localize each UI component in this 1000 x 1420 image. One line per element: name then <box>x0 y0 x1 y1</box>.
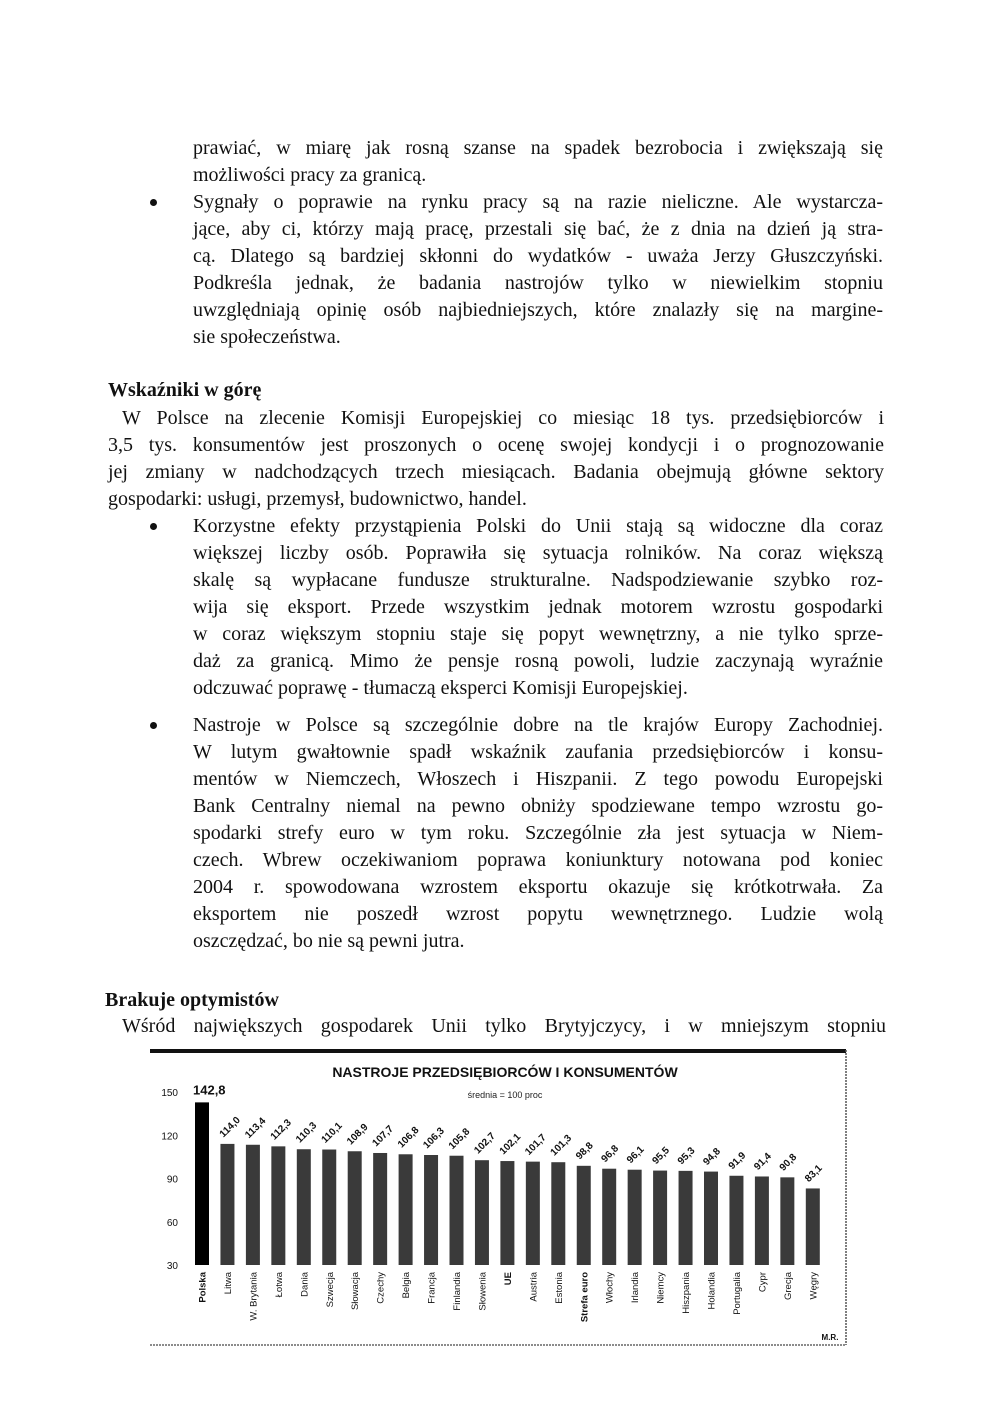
value-label: 83,1 <box>803 1163 825 1185</box>
category-label: Łotwa <box>273 1272 285 1298</box>
value-label: 114,0 <box>217 1114 243 1141</box>
y-tick-label: 30 <box>166 1261 178 1272</box>
bar-19 <box>679 1171 693 1265</box>
bar-16 <box>602 1169 616 1265</box>
category-label: W. Brytania <box>248 1272 260 1321</box>
bar-1 <box>220 1144 234 1265</box>
category-label: Strefa euro <box>579 1272 591 1323</box>
text-line: Wśród największych gospodarek Unii tylko Brytyjczycy, i w mniejszym stopniu <box>122 1015 886 1037</box>
category-label: Słowacja <box>350 1272 362 1311</box>
text-line: daż za granicą. Mimo że pensje rosną powoli, ludzie zaczynają wyraźnie <box>193 650 883 672</box>
category-label: Grecja <box>782 1272 794 1300</box>
category-label: Litwa <box>222 1272 234 1295</box>
text-line: spodarki strefy euro w tym roku. Szczególnie zła jest sytuacja w Niem- <box>193 822 883 844</box>
text-line: gospodarki: usługi, przemysł, budownictwo, handel. <box>108 488 527 510</box>
bar-9 <box>424 1155 438 1265</box>
text-line: wija się eksport. Przede wszystkim jednak motorem wzrostu gospodarki <box>193 596 883 618</box>
category-label: Dania <box>299 1272 311 1297</box>
category-label: Finlandia <box>452 1272 463 1311</box>
bar-4 <box>297 1149 311 1265</box>
value-label: 101,3 <box>548 1132 575 1159</box>
text-line: 2004 r. spowodowana wzrostem eksportu okazuje się krótkotrwała. Za <box>193 876 883 898</box>
bar-13 <box>526 1162 540 1265</box>
category-label: Szwecja <box>324 1272 336 1308</box>
value-label: 107,7 <box>370 1123 396 1150</box>
chart-credit: M.R. <box>821 1333 839 1342</box>
bar-0 <box>195 1102 209 1265</box>
text-line: oszczędzać, bo nie są pewni jutra. <box>193 930 465 952</box>
text-line: w coraz większym stopniu staje się popyt wewnętrzny, a nie tylko sprze- <box>193 623 883 645</box>
bar-20 <box>704 1172 718 1265</box>
bar-2 <box>246 1145 260 1265</box>
text-line: odczuwać poprawę - tłumaczą eksperci Komisji Europejskiej. <box>193 677 688 699</box>
category-label: Francja <box>426 1272 438 1304</box>
value-label: 102,1 <box>497 1131 524 1158</box>
bar-14 <box>551 1162 565 1265</box>
text-line: uwzględniają opinię osób najbiedniejszych, które znalazły się na margine- <box>193 299 883 321</box>
value-label: 98,8 <box>574 1140 596 1162</box>
value-label: 110,3 <box>294 1120 320 1146</box>
chart-top-rule <box>150 1049 846 1053</box>
category-labels <box>198 1271 820 1322</box>
category-label: Polska <box>197 1272 209 1303</box>
value-label: 102,7 <box>472 1130 498 1157</box>
category-label: Estonia <box>553 1272 565 1304</box>
text-line: W lutym gwałtownie spadł wskaźnik zaufania przedsiębiorców i konsu- <box>193 741 883 763</box>
bar-22 <box>755 1176 769 1265</box>
bar-3 <box>271 1146 285 1265</box>
y-tick-label: 150 <box>161 1088 178 1099</box>
bar-6 <box>348 1151 362 1265</box>
value-label: 95,3 <box>675 1145 698 1167</box>
category-label: Irlandia <box>630 1272 642 1304</box>
bar-10 <box>450 1156 464 1265</box>
value-label: 90,8 <box>777 1151 800 1174</box>
category-label: Cypr <box>757 1272 769 1293</box>
category-label: UE <box>502 1272 514 1286</box>
section-heading: Wskaźniki w górę <box>108 379 262 401</box>
category-label: Włochy <box>604 1272 616 1304</box>
text-line: skalę są wypłacane fundusze strukturalne. Nadspodziewanie szybko roz- <box>193 569 883 591</box>
text-line: czech. Wbrew oczekiwaniom poprawa koniunktury notowana pod koniec <box>193 849 883 871</box>
text-line: 3,5 tys. konsumentów jest proszonych o ocenę swojej kondycji i o prognozowanie <box>108 434 884 456</box>
category-label: Węgry <box>808 1272 820 1300</box>
bar-17 <box>628 1170 642 1265</box>
value-label: 142,8 <box>193 1082 226 1098</box>
chart-title: NASTROJE PRZEDSIĘBIORCÓW I KONSUMENTÓW <box>332 1064 678 1080</box>
text-line: eksportem nie poszedł wzrost popytu wewnętrznego. Ludzie wolą <box>193 903 883 925</box>
bar-24 <box>806 1188 820 1265</box>
text-line: jej zmiany w nadchodzących trzech miesiącach. Badania obejmują główne sektory <box>108 461 884 483</box>
value-label: 106,8 <box>395 1124 422 1151</box>
text-line: Nastroje w Polsce są szczególnie dobre na tle krajów Europy Zachodniej. <box>193 714 883 736</box>
y-axis <box>161 1088 178 1272</box>
text-line: Sygnały o poprawie na rynku pracy są na razie nieliczne. Ale wystarcza- <box>193 191 883 213</box>
text-line: prawiać, w miarę jak rosną szanse na spadek bezrobocia i zwiększają się <box>193 137 883 159</box>
value-label: 110,1 <box>319 1120 345 1146</box>
value-label: 95,5 <box>650 1145 672 1167</box>
bar-11 <box>475 1160 489 1265</box>
value-label: 101,7 <box>523 1132 549 1158</box>
category-label: Austria <box>528 1272 540 1302</box>
text-line: Korzystne efekty przystąpienia Polski do Unii stają są widoczne dla coraz <box>193 515 883 537</box>
bar-5 <box>322 1150 336 1265</box>
category-label: Niemcy <box>655 1272 667 1304</box>
text-line: większej liczby osób. Poprawiła się sytuacja rolników. Na coraz większą <box>193 542 883 564</box>
text-line: Bank Centralny niemal na pewno obniży spodziewane tempo wzrostu go- <box>193 795 883 817</box>
category-label: Holandia <box>706 1272 718 1310</box>
text-line: W Polsce na zlecenie Komisji Europejskiej co miesiąc 18 tys. przedsiębiorców i <box>122 407 884 429</box>
text-line: możliwości pracy za granicą. <box>193 164 427 186</box>
text-line: Podkreśla jednak, że badania nastrojów tylko w niewielkim stopniu <box>193 272 883 294</box>
category-label: Hiszpania <box>681 1272 693 1314</box>
text-line: sie społeczeństwa. <box>193 326 341 348</box>
y-tick-label: 90 <box>166 1174 178 1186</box>
bar-21 <box>729 1176 743 1265</box>
value-label: 113,4 <box>243 1115 269 1141</box>
value-label: 96,8 <box>599 1143 622 1165</box>
value-label: 91,4 <box>752 1151 774 1173</box>
section-heading: Brakuje optymistów <box>105 989 279 1011</box>
category-label: Belgia <box>401 1272 413 1299</box>
chart-subtitle: średnia = 100 proc <box>467 1090 543 1100</box>
y-tick-label: 120 <box>161 1131 178 1143</box>
category-label: Czechy <box>375 1272 387 1304</box>
text-line: cą. Dlatego są bardziej skłonni do wydatków - uważa Jerzy Głuszczyński. <box>193 245 883 267</box>
value-label: 106,3 <box>421 1125 447 1152</box>
value-label: 112,3 <box>268 1117 294 1143</box>
y-tick-label: 60 <box>166 1217 178 1229</box>
value-label: 108,9 <box>345 1121 371 1148</box>
value-label: 94,8 <box>701 1146 723 1168</box>
bar-7 <box>373 1153 387 1265</box>
bar-23 <box>780 1177 794 1265</box>
category-label: Słowenia <box>477 1272 489 1311</box>
value-label: 96,1 <box>624 1144 647 1166</box>
text-line: mentów w Niemczech, Włoszech i Hiszpanii. Z tego powodu Europejski <box>193 768 883 790</box>
bar-15 <box>577 1166 591 1265</box>
bar-8 <box>399 1154 413 1265</box>
bar-12 <box>500 1161 514 1265</box>
value-label: 91,9 <box>726 1150 749 1172</box>
text-line: jące, aby ci, którzy mają pracę, przestali się bać, że z dnia na dzień ją stra- <box>193 218 883 240</box>
bar-18 <box>653 1171 667 1265</box>
category-label: Portugalia <box>731 1272 743 1315</box>
value-label: 105,8 <box>446 1126 473 1152</box>
